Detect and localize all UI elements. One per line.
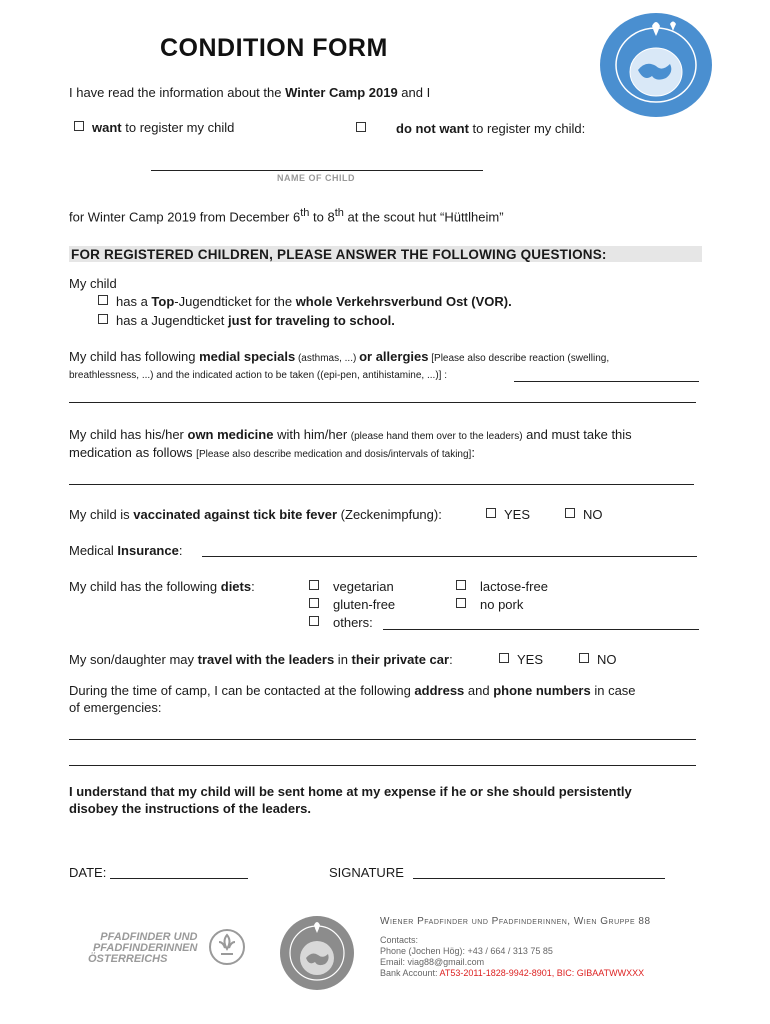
travel-d: their private car [351,652,450,667]
medicine-b: own medicine [187,427,274,442]
not-want-option[interactable] [356,121,585,136]
ticket-option-school[interactable] [98,313,395,328]
diet-vegetarian[interactable] [309,579,394,594]
medical-d: or allergies [359,349,429,364]
contact-a: During the time of camp, I can be contacted at the following [69,683,415,698]
ppoe-line-2: PFADFINDERINNEN [92,942,198,954]
medicine-line2b: [Please also describe medication and dosis/intervals of taking] [196,449,472,460]
contact-question-line2: of emergencies: [69,700,162,715]
medical-b: medial specials [199,349,296,364]
dates-mid: to 8 [309,209,335,225]
contact-b: address [414,683,465,698]
diet-no-pork[interactable] [456,597,523,612]
dates-sup-2: th [334,207,344,219]
ppoe-line-3: ÖSTERREICHS [88,953,168,965]
medicine-e: and must take this [522,427,632,442]
diet-gluten-free-label: gluten-free [333,597,396,612]
travel-c: in [334,652,352,667]
diets-c: : [251,579,255,594]
ppoe-line-1: PFADFINDER UND [100,931,198,943]
bank-value: AT53-2011-1828-9942-8901, BIC: GIBAATWWXXX [439,968,645,978]
contact-c: and [464,683,494,698]
contact-d: phone numbers [493,683,591,698]
insurance-a: Medical [69,543,118,558]
medicine-line2a: medication as follows [69,445,197,460]
want-label-bold: want [92,120,122,135]
diet-others-checkbox[interactable] [309,616,319,626]
bank-label: Bank Account: [380,968,440,978]
ticket-school-a: has a Jugendticket [116,313,229,328]
group-seal-gray-icon [278,914,356,992]
ticket-top-c: -Jugendticket for the [174,294,296,309]
ticket-option-top[interactable] [98,294,512,309]
travel-no-option[interactable] [579,652,617,667]
ticket-top-d: whole Verkehrsverbund Ost (VOR). [295,294,512,309]
diet-gluten-free[interactable] [309,597,395,612]
tick-no-option[interactable] [565,507,603,522]
diet-others-label: others: [333,615,373,630]
intro-prefix: I have read the information about the [69,85,286,100]
dates-prefix: for Winter Camp 2019 from December 6 [69,209,301,225]
not-want-label-bold: do not want [396,121,469,136]
diet-vegetarian-label: vegetarian [333,579,394,594]
medicine-d: (please hand them over to the leaders) [350,431,523,442]
travel-e: : [449,652,453,667]
medical-question-line2: breathlessness, ...) and the indicated action to be taken ((epi-pen, antihistamine, ...)] : [69,370,447,381]
tick-question [69,507,442,522]
want-checkbox[interactable] [74,121,84,131]
footer-contacts [380,935,644,979]
tick-b: vaccinated against tick bite fever [133,507,338,522]
understand-line-1: I understand that my child will be sent home at my expense if he or she should persistently [69,784,632,799]
contacts-label: Contacts: [380,935,419,945]
travel-no-label: NO [597,652,617,667]
medical-c: (asthmas, ...) [295,353,360,364]
tick-no-checkbox[interactable] [565,508,575,518]
intro-text [69,85,430,100]
medicine-question-line2 [69,445,475,460]
page-title: CONDITION FORM [160,34,388,62]
travel-a: My son/daughter may [69,652,198,667]
signature-label: SIGNATURE [329,865,404,880]
diets-b: diets [220,579,252,594]
dates-sup-1: th [300,207,310,219]
questions-banner: FOR REGISTERED CHILDREN, PLEASE ANSWER THE FOLLOWING QUESTIONS: [69,246,702,262]
diets-a: My child has the following [69,579,221,594]
travel-yes-label: YES [517,652,544,667]
tick-yes-option[interactable] [486,507,530,522]
insurance-label [69,543,182,558]
medicine-a: My child has his/her [69,427,188,442]
ticket-top-a: has a [116,294,152,309]
tick-yes-checkbox[interactable] [486,508,496,518]
contact-e: in case [590,683,636,698]
contact-question [69,683,636,698]
diet-no-pork-checkbox[interactable] [456,598,466,608]
contact-bank [380,968,644,979]
diet-lactose-free[interactable] [456,579,548,594]
medical-question [69,349,609,364]
diet-vegetarian-checkbox[interactable] [309,580,319,590]
child-name-caption: NAME OF CHILD [277,173,355,183]
contact-email: Email: viag88@gmail.com [380,957,485,967]
diet-lactose-free-label: lactose-free [480,579,548,594]
travel-yes-checkbox[interactable] [499,653,509,663]
child-name-line[interactable] [151,170,483,171]
medicine-question [69,427,632,442]
travel-b: travel with the leaders [197,652,335,667]
contact-answer-line-1[interactable] [69,739,696,740]
diet-lactose-free-checkbox[interactable] [456,580,466,590]
intro-camp-name: Winter Camp 2019 [285,85,398,100]
not-want-label-rest: to register my child: [468,121,586,136]
camp-dates [69,207,504,224]
want-label-rest: to register my child [121,120,235,135]
scout-group-logo [598,10,714,120]
medicine-c: with him/her [273,427,351,442]
ticket-school-checkbox[interactable] [98,314,108,324]
ppoe-emblem-icon [208,928,246,966]
travel-no-checkbox[interactable] [579,653,589,663]
diet-others-line[interactable] [383,629,699,630]
medical-a: My child has following [69,349,200,364]
insurance-answer-line[interactable] [202,556,697,557]
ticket-label: My child [69,276,117,291]
tick-c: (Zeckenimpfung): [337,507,442,522]
tick-no-label: NO [583,507,603,522]
medicine-line2c: : [471,445,475,460]
ticket-school-b: just for traveling to school. [228,313,395,328]
ppoe-logo-text [88,932,197,965]
tick-a: My child is [69,507,134,522]
diet-others[interactable] [309,615,373,630]
intro-suffix: and I [397,85,431,100]
travel-question [69,652,453,667]
insurance-c: : [178,543,183,558]
diets-label [69,579,255,594]
medical-e: [Please also describe reaction (swelling, [428,353,610,364]
insurance-b: Insurance [117,543,179,558]
medical-answer-line-1[interactable] [514,381,699,382]
medical-answer-line-2[interactable] [69,402,696,403]
diet-gluten-free-checkbox[interactable] [309,598,319,608]
ticket-top-b: Top [151,294,175,309]
date-line[interactable] [110,878,248,879]
signature-line[interactable] [413,878,665,879]
footer-heading: Wiener Pfadfinder und Pfadfinderinnen, Wien Gruppe 88 [380,916,651,927]
dates-suffix: at the scout hut “Hüttlheim” [343,209,504,225]
tick-yes-label: YES [504,507,531,522]
contact-phone: Phone (Jochen Hög): +43 / 664 / 313 75 85 [380,946,553,956]
ticket-top-checkbox[interactable] [98,295,108,305]
contact-answer-line-2[interactable] [69,765,696,766]
understand-line-2: disobey the instructions of the leaders. [69,801,311,816]
want-option[interactable] [74,120,234,135]
date-label: DATE: [69,865,107,880]
medicine-answer-line[interactable] [69,484,694,485]
travel-yes-option[interactable] [499,652,543,667]
not-want-checkbox[interactable] [356,122,366,132]
diet-no-pork-label: no pork [480,597,524,612]
